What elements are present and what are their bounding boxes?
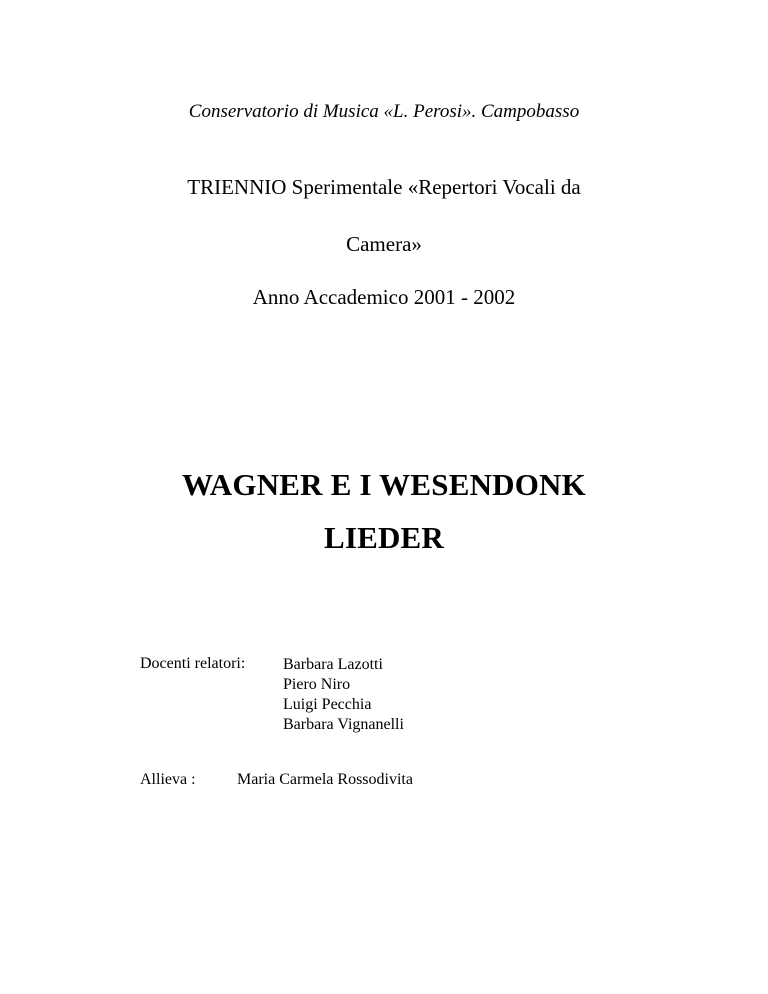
supervisor-name: Piero Niro	[283, 676, 351, 693]
program-title-line-1: TRIENNIO Sperimentale «Repertori Vocali da	[187, 175, 581, 199]
institution-name: Conservatorio di Musica «L. Perosi». Campobasso	[188, 101, 580, 122]
academic-year: Anno Accademico 2001 - 2002	[252, 285, 516, 309]
thesis-title-line-1: WAGNER E I WESENDONK	[182, 467, 586, 502]
thesis-title-line-2: LIEDER	[323, 520, 445, 555]
supervisors-label: Docenti relatori:	[140, 655, 246, 672]
student-label: Allieva :	[140, 771, 196, 788]
supervisor-name: Barbara Lazotti	[283, 656, 383, 673]
supervisors-list	[283, 655, 404, 735]
student-name: Maria Carmela Rossodivita	[237, 771, 413, 788]
program-title-line-2: Camera»	[346, 232, 422, 256]
supervisor-name: Luigi Pecchia	[283, 696, 372, 713]
supervisor-name: Barbara Vignanelli	[283, 716, 404, 733]
